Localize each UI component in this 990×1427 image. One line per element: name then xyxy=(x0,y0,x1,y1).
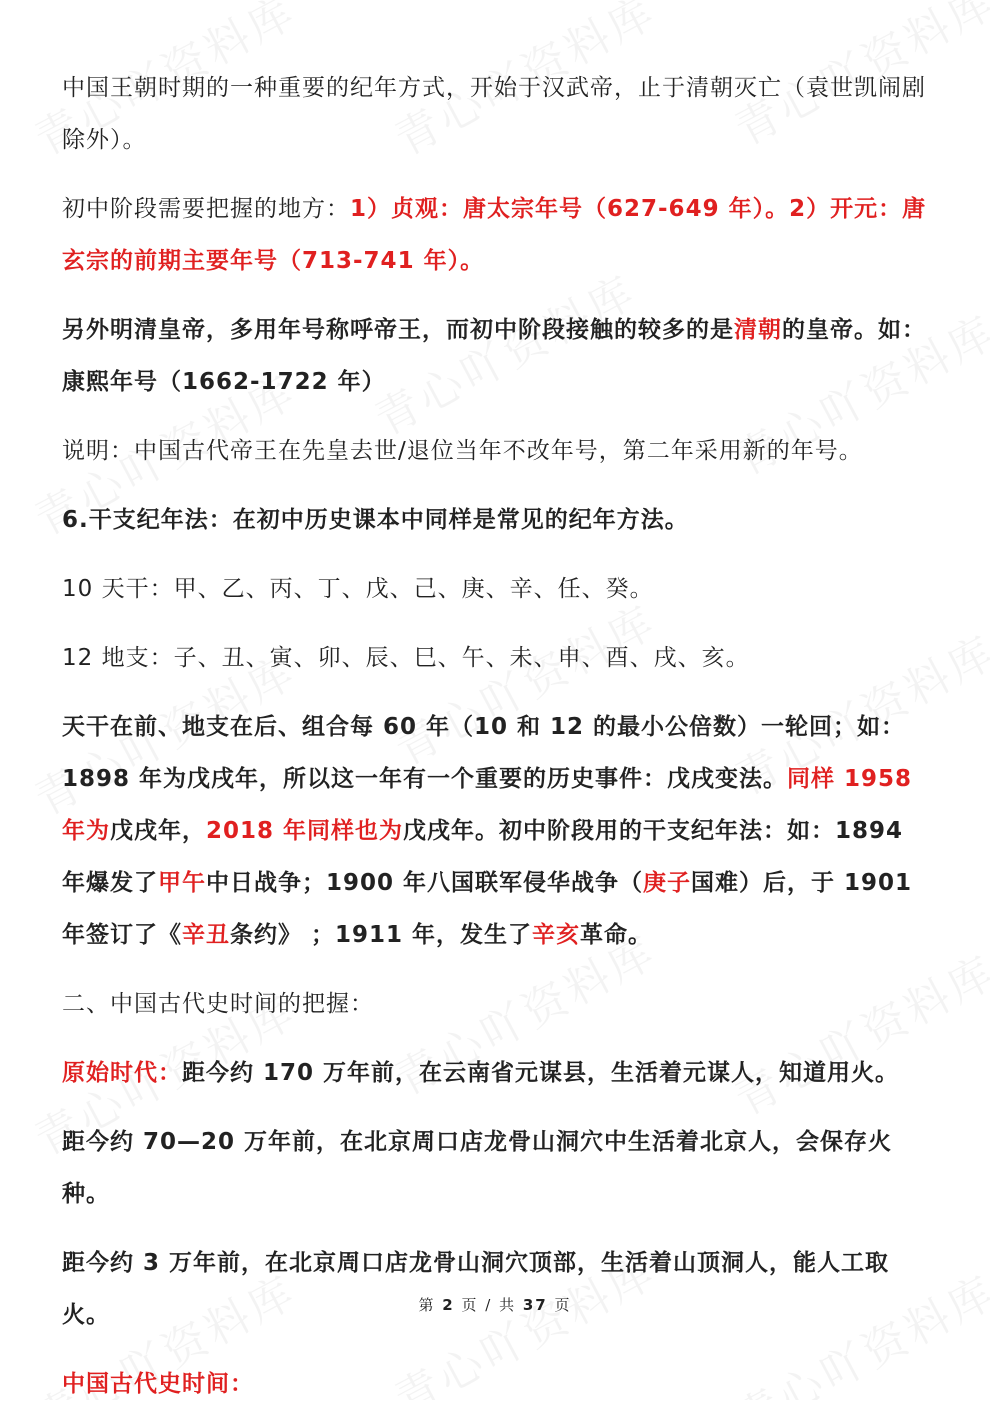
footer-suffix: 页 xyxy=(554,1296,572,1314)
paragraph-text: 距今约 3 万年前，在北京周口店龙骨山洞穴顶部，生活着山顶洞人，能人工取火。 xyxy=(62,1250,890,1328)
paragraph-ganzhi-cycle xyxy=(62,701,932,961)
paragraph-earthly-branches xyxy=(62,632,932,684)
highlight-text: 甲午 xyxy=(158,870,206,896)
highlight-text: 同样 1958 年为 xyxy=(62,766,913,844)
highlight-text: 辛亥 xyxy=(532,922,581,948)
paragraph-text: 戊戌年， xyxy=(110,818,206,844)
highlight-text: 1）贞观：唐太宗年号（627-649 年）。2）开元：唐玄宗的前期主要年号（713-741 年）。 xyxy=(62,196,927,274)
paragraph-note xyxy=(62,425,932,477)
paragraph-heavenly-stems xyxy=(62,563,932,615)
highlight-text: 庚子 xyxy=(643,870,692,896)
highlight-text: 中国古代史时间： xyxy=(62,1371,254,1397)
paragraph-text: 另外明清皇帝，多用年号称呼帝王，而初中阶段接触的较多的是 xyxy=(62,317,734,343)
paragraph-text: 距今约 70—20 万年前，在北京周口店龙骨山洞穴中生活着北京人，会保存火种。 xyxy=(62,1129,893,1207)
page-total: 37 xyxy=(522,1296,548,1314)
section-heading-ancient-time xyxy=(62,978,932,1030)
section-heading-ancient-history xyxy=(62,1358,932,1410)
paragraph-text: 距今约 170 万年前，在云南省元谋县，生活着元谋人，知道用火。 xyxy=(182,1060,900,1086)
document-body xyxy=(62,62,932,1427)
section-heading-ganzhi xyxy=(62,494,932,546)
paragraph-text: 国难）后，于 1901 年签订了《 xyxy=(62,870,913,948)
paragraph-text: 12 地支：子、丑、寅、卯、辰、巳、午、未、申、酉、戌、亥。 xyxy=(62,645,750,671)
paragraph-text: 天干在前、地支在后、组合每 60 年（10 和 12 的最小公倍数）一轮回；如：1898 年为戊戌年，所以这一年有一个重要的历史事件：戊戌变法。 xyxy=(62,714,906,792)
paragraph-text: 戊戌年。初中阶段用的干支纪年法：如：1894 年爆发了 xyxy=(62,818,904,896)
highlight-text: 原始时代： xyxy=(62,1060,182,1086)
footer-prefix: 第 xyxy=(418,1296,436,1314)
paragraph-text: 初中阶段需要把握的地方： xyxy=(62,196,350,222)
paragraph-text: 的皇帝。如：康熙年号（1662-1722 年） xyxy=(62,317,926,395)
paragraph-text: 中日战争；1900 年八国联军侵华战争（ xyxy=(206,870,644,896)
highlight-text: 2018 年同样也为 xyxy=(206,818,404,844)
paragraph-text: 说明：中国古代帝王在先皇去世/退位当年不改年号，第二年采用新的年号。 xyxy=(62,438,863,464)
paragraph-primitive-era xyxy=(62,1047,932,1099)
paragraph-text: 中国王朝时期的一种重要的纪年方式，开始于汉武帝，止于清朝灭亡（袁世凯闹剧除外）。 xyxy=(62,75,926,153)
paragraph-text: 10 天干：甲、乙、丙、丁、戊、己、庚、辛、任、癸。 xyxy=(62,576,654,602)
page-footer xyxy=(0,1294,990,1315)
paragraph-text: 条约》 ；1911 年，发生了 xyxy=(230,922,533,948)
footer-mid: 页 / 共 xyxy=(461,1296,517,1314)
paragraph-ming-qing xyxy=(62,304,932,408)
paragraph-reign-title-intro xyxy=(62,62,932,166)
paragraph-text: 6.干支纪年法：在初中历史课本中同样是常见的纪年方法。 xyxy=(62,507,689,533)
highlight-text: 辛丑 xyxy=(182,922,230,948)
paragraph-junior-focus xyxy=(62,183,932,287)
highlight-text: 清朝 xyxy=(734,317,782,343)
paragraph-text: 二、中国古代史时间的把握： xyxy=(62,991,374,1017)
paragraph-upper-cave-man xyxy=(62,1237,932,1341)
paragraph-text: 革命。 xyxy=(580,922,653,948)
page-number: 2 xyxy=(442,1296,455,1314)
paragraph-peking-man xyxy=(62,1116,932,1220)
